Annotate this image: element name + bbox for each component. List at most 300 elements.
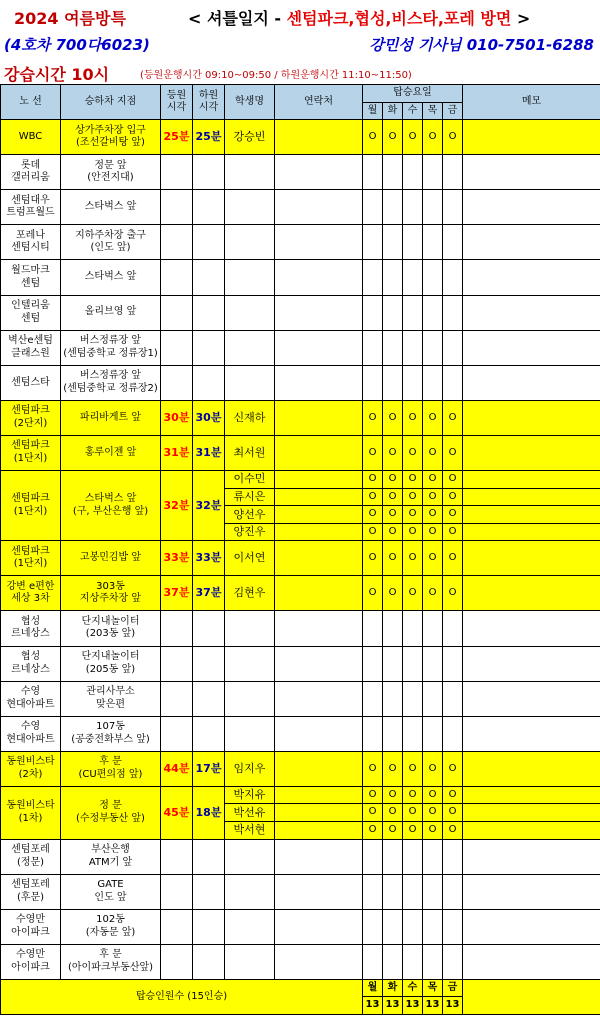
- route-cell: 협성 르네상스: [1, 646, 61, 681]
- depart-time: [193, 611, 225, 646]
- route-cell: 수영 현대아파트: [1, 716, 61, 751]
- contact-cell: [275, 260, 363, 295]
- ride-mark: [383, 874, 403, 909]
- document-title: 2024 여름방특: [14, 9, 126, 28]
- ride-mark: [423, 681, 443, 716]
- ride-mark: [363, 295, 383, 330]
- contact-cell: [275, 786, 363, 804]
- memo-cell: [463, 155, 600, 190]
- stop-cell: 고봉민김밥 앞: [61, 541, 161, 576]
- student-name: 신재하: [225, 400, 275, 435]
- depart-time: [193, 330, 225, 365]
- ride-mark: O: [443, 400, 463, 435]
- ride-mark: O: [403, 804, 423, 822]
- ride-mark: O: [423, 751, 443, 786]
- contact-cell: [275, 804, 363, 822]
- stop-cell: 부산은행 ATM기 앞: [61, 839, 161, 874]
- ride-mark: O: [383, 435, 403, 470]
- ride-mark: O: [363, 506, 383, 524]
- ride-mark: [363, 681, 383, 716]
- memo-cell: [463, 541, 600, 576]
- ride-mark: [383, 365, 403, 400]
- route-cell: 수영 현대아파트: [1, 681, 61, 716]
- ride-mark: O: [383, 576, 403, 611]
- ride-mark: [403, 839, 423, 874]
- ride-mark: [423, 716, 443, 751]
- ride-mark: [383, 646, 403, 681]
- ride-mark: [443, 681, 463, 716]
- ride-mark: O: [383, 488, 403, 506]
- ride-mark: O: [443, 523, 463, 541]
- memo-cell: [463, 909, 600, 944]
- arrive-time: [161, 225, 193, 260]
- memo-cell: [463, 611, 600, 646]
- arrive-time: 37분: [161, 576, 193, 611]
- route-cell: 동원비스타 (1차): [1, 786, 61, 839]
- ride-mark: O: [423, 821, 443, 839]
- col-route: 노 선: [1, 85, 61, 120]
- ride-mark: [443, 611, 463, 646]
- ride-mark: O: [383, 400, 403, 435]
- contact-cell: [275, 839, 363, 874]
- route-cell: WBC: [1, 120, 61, 155]
- route-cell: 벽산e센텀 클래스원: [1, 330, 61, 365]
- rider-count-label: 탑승인원수 (15인승): [1, 979, 363, 1014]
- ride-mark: O: [443, 751, 463, 786]
- ride-mark: O: [363, 488, 383, 506]
- contact-cell: [275, 330, 363, 365]
- vehicle-info: (4호차 700다6023): [4, 36, 150, 54]
- ride-mark: O: [423, 120, 443, 155]
- student-name: [225, 839, 275, 874]
- stop-cell: 후 문 (아이파크부동산앞): [61, 944, 161, 979]
- arrive-time: [161, 681, 193, 716]
- arrive-time: 32분: [161, 471, 193, 541]
- depart-time: [193, 225, 225, 260]
- table-row: [1, 155, 600, 190]
- ride-mark: O: [363, 541, 383, 576]
- arrive-time: [161, 190, 193, 225]
- table-row: [1, 295, 600, 330]
- memo-cell: [463, 681, 600, 716]
- col-arrive: 등원 시각: [161, 85, 193, 120]
- stop-cell: 올리브영 앞: [61, 295, 161, 330]
- arrive-time: [161, 155, 193, 190]
- ride-mark: [443, 365, 463, 400]
- table-row: [1, 120, 600, 155]
- table-row: [1, 646, 600, 681]
- ride-mark: [403, 716, 423, 751]
- footer-day-1: 화: [383, 979, 403, 997]
- schedule-note: (등원운행시간 09:10~09:50 / 하원운행시간 11:10~11:50): [140, 70, 412, 81]
- ride-mark: O: [363, 471, 383, 489]
- ride-mark: [363, 190, 383, 225]
- footer-days-row: [1, 979, 600, 997]
- ride-mark: O: [383, 541, 403, 576]
- ride-mark: O: [363, 400, 383, 435]
- ride-mark: O: [443, 576, 463, 611]
- arrive-time: 44분: [161, 751, 193, 786]
- depart-time: [193, 260, 225, 295]
- contact-cell: [275, 874, 363, 909]
- student-name: [225, 716, 275, 751]
- ride-mark: [443, 155, 463, 190]
- student-name: 류시은: [225, 488, 275, 506]
- stop-cell: 상가주차장 입구 (조선갈비탕 앞): [61, 120, 161, 155]
- memo-cell: [463, 821, 600, 839]
- ride-mark: O: [423, 488, 443, 506]
- footer-memo: [463, 979, 600, 1014]
- contact-cell: [275, 646, 363, 681]
- route-cell: 월드마크 센텀: [1, 260, 61, 295]
- student-name: [225, 646, 275, 681]
- contact-cell: [275, 400, 363, 435]
- ride-mark: [423, 225, 443, 260]
- ride-mark: [403, 646, 423, 681]
- route-cell: 센텀파크 (1단지): [1, 471, 61, 541]
- memo-cell: [463, 120, 600, 155]
- ride-mark: O: [383, 751, 403, 786]
- col-day-0: 월: [363, 102, 383, 120]
- ride-mark: [363, 646, 383, 681]
- ride-mark: [363, 874, 383, 909]
- ride-mark: [423, 646, 443, 681]
- depart-time: [193, 874, 225, 909]
- table-row: [1, 400, 600, 435]
- contact-cell: [275, 944, 363, 979]
- route-cell: 인텔리움 센텀: [1, 295, 61, 330]
- vehicle-bar: [0, 32, 600, 54]
- stop-cell: 107동 (공중전화부스 앞): [61, 716, 161, 751]
- route-cell: 센텀대우 트럼프월드: [1, 190, 61, 225]
- contact-cell: [275, 155, 363, 190]
- ride-mark: [443, 190, 463, 225]
- student-name: [225, 365, 275, 400]
- ride-mark: [423, 155, 443, 190]
- depart-time: [193, 681, 225, 716]
- ride-mark: O: [403, 821, 423, 839]
- memo-cell: [463, 944, 600, 979]
- stop-cell: 버스정류장 앞 (센텀중학교 정류장2): [61, 365, 161, 400]
- ride-mark: [403, 681, 423, 716]
- ride-mark: O: [363, 523, 383, 541]
- ride-mark: [423, 944, 443, 979]
- ride-mark: [423, 874, 443, 909]
- ride-mark: [403, 365, 423, 400]
- ride-mark: O: [423, 804, 443, 822]
- memo-cell: [463, 225, 600, 260]
- memo-cell: [463, 435, 600, 470]
- ride-mark: [443, 225, 463, 260]
- memo-cell: [463, 874, 600, 909]
- depart-time: 31분: [193, 435, 225, 470]
- ride-mark: O: [403, 471, 423, 489]
- ride-mark: O: [443, 821, 463, 839]
- depart-time: 25분: [193, 120, 225, 155]
- ride-mark: O: [383, 804, 403, 822]
- ride-mark: O: [403, 576, 423, 611]
- contact-cell: [275, 576, 363, 611]
- ride-mark: O: [443, 471, 463, 489]
- ride-mark: [383, 909, 403, 944]
- ride-mark: [443, 260, 463, 295]
- shuttle-table: [0, 84, 600, 1015]
- arrive-time: [161, 260, 193, 295]
- col-contact: 연락처: [275, 85, 363, 120]
- ride-mark: O: [403, 751, 423, 786]
- route-cell: 동원비스타 (2차): [1, 751, 61, 786]
- ride-mark: [423, 190, 443, 225]
- col-depart: 하원 시각: [193, 85, 225, 120]
- ride-mark: O: [383, 786, 403, 804]
- route-cell: 강변 e편한 세상 3차: [1, 576, 61, 611]
- ride-mark: [443, 646, 463, 681]
- student-name: [225, 874, 275, 909]
- depart-time: 18분: [193, 786, 225, 839]
- ride-mark: [363, 225, 383, 260]
- table-row: [1, 944, 600, 979]
- ride-mark: [403, 260, 423, 295]
- contact-cell: [275, 909, 363, 944]
- rider-count-3: 13: [423, 997, 443, 1015]
- route-cell: 수영만 아이파크: [1, 909, 61, 944]
- memo-cell: [463, 365, 600, 400]
- contact-cell: [275, 716, 363, 751]
- ride-mark: [443, 716, 463, 751]
- contact-cell: [275, 190, 363, 225]
- stop-cell: 지하주차장 출구 (인도 앞): [61, 225, 161, 260]
- ride-mark: [403, 225, 423, 260]
- rider-count-0: 13: [363, 997, 383, 1015]
- depart-time: 17분: [193, 751, 225, 786]
- arrive-time: [161, 646, 193, 681]
- ride-mark: O: [363, 576, 383, 611]
- rider-count-2: 13: [403, 997, 423, 1015]
- stop-cell: 후 문 (CU편의점 앞): [61, 751, 161, 786]
- ride-mark: [423, 909, 443, 944]
- memo-cell: [463, 295, 600, 330]
- student-name: [225, 330, 275, 365]
- student-name: [225, 909, 275, 944]
- footer-day-0: 월: [363, 979, 383, 997]
- student-name: 이서연: [225, 541, 275, 576]
- col-day-3: 목: [423, 102, 443, 120]
- arrive-time: [161, 716, 193, 751]
- footer-day-4: 금: [443, 979, 463, 997]
- table-row: [1, 541, 600, 576]
- depart-time: [193, 646, 225, 681]
- arrive-time: 45분: [161, 786, 193, 839]
- ride-mark: O: [423, 576, 443, 611]
- ride-mark: O: [423, 471, 443, 489]
- arrive-time: [161, 330, 193, 365]
- memo-cell: [463, 716, 600, 751]
- contact-cell: [275, 488, 363, 506]
- rider-count-4: 13: [443, 997, 463, 1015]
- route-cell: 센텀파크 (1단지): [1, 435, 61, 470]
- footer-day-2: 수: [403, 979, 423, 997]
- depart-time: 37분: [193, 576, 225, 611]
- student-name: 양선우: [225, 506, 275, 524]
- route-cell: 센텀파크 (2단지): [1, 400, 61, 435]
- contact-cell: [275, 751, 363, 786]
- col-day-1: 화: [383, 102, 403, 120]
- ride-mark: O: [363, 751, 383, 786]
- ride-mark: [363, 944, 383, 979]
- ride-mark: [363, 611, 383, 646]
- ride-mark: O: [403, 488, 423, 506]
- class-time: 강습시간 10시: [4, 65, 110, 84]
- ride-mark: [383, 295, 403, 330]
- memo-cell: [463, 260, 600, 295]
- ride-mark: O: [403, 400, 423, 435]
- student-name: 박선유: [225, 804, 275, 822]
- contact-cell: [275, 435, 363, 470]
- ride-mark: [403, 909, 423, 944]
- stop-cell: 관리사무소 맞은편: [61, 681, 161, 716]
- document-subtitle: < 셔틀일지 - 센텀파크,협성,비스타,포레 방면 >: [188, 9, 531, 28]
- ride-mark: [423, 611, 443, 646]
- stop-cell: 303동 지상주차장 앞: [61, 576, 161, 611]
- student-name: [225, 260, 275, 295]
- student-name: 이수민: [225, 471, 275, 489]
- stop-cell: 버스정류장 앞 (센텀중학교 정류장1): [61, 330, 161, 365]
- table-row: [1, 471, 600, 489]
- student-name: 양진우: [225, 523, 275, 541]
- ride-mark: O: [383, 120, 403, 155]
- col-days-group: 탑승요일: [363, 85, 463, 103]
- memo-cell: [463, 330, 600, 365]
- col-student: 학생명: [225, 85, 275, 120]
- col-stop: 승하차 지점: [61, 85, 161, 120]
- table-row: [1, 576, 600, 611]
- ride-mark: [363, 260, 383, 295]
- rider-count-1: 13: [383, 997, 403, 1015]
- table-row: [1, 190, 600, 225]
- ride-mark: O: [363, 435, 383, 470]
- ride-mark: [383, 155, 403, 190]
- student-name: 최서원: [225, 435, 275, 470]
- depart-time: 32분: [193, 471, 225, 541]
- depart-time: [193, 295, 225, 330]
- contact-cell: [275, 821, 363, 839]
- ride-mark: [443, 295, 463, 330]
- arrive-time: 25분: [161, 120, 193, 155]
- student-name: 김현우: [225, 576, 275, 611]
- contact-cell: [275, 681, 363, 716]
- table-row: [1, 365, 600, 400]
- arrive-time: [161, 909, 193, 944]
- ride-mark: O: [443, 120, 463, 155]
- ride-mark: O: [383, 471, 403, 489]
- arrive-time: 31분: [161, 435, 193, 470]
- stop-cell: 스타벅스 앞: [61, 190, 161, 225]
- depart-time: [193, 944, 225, 979]
- stop-cell: 파리바게트 앞: [61, 400, 161, 435]
- student-name: [225, 944, 275, 979]
- driver-info: 강민성 기사님 010-7501-6288: [369, 36, 594, 54]
- student-name: [225, 155, 275, 190]
- table-row: [1, 716, 600, 751]
- ride-mark: [443, 330, 463, 365]
- depart-time: [193, 365, 225, 400]
- table-header-row: [1, 85, 600, 103]
- memo-cell: [463, 839, 600, 874]
- arrive-time: [161, 365, 193, 400]
- student-name: [225, 295, 275, 330]
- route-direction: 센텀파크,협성,비스타,포레 방면: [286, 9, 512, 28]
- ride-mark: [443, 874, 463, 909]
- contact-cell: [275, 295, 363, 330]
- ride-mark: [403, 190, 423, 225]
- ride-mark: [383, 330, 403, 365]
- title-bar: [0, 4, 600, 26]
- ride-mark: O: [423, 435, 443, 470]
- ride-mark: [443, 839, 463, 874]
- arrive-time: [161, 874, 193, 909]
- arrive-time: 33분: [161, 541, 193, 576]
- arrive-time: [161, 839, 193, 874]
- ride-mark: O: [383, 506, 403, 524]
- ride-mark: O: [363, 786, 383, 804]
- student-name: [225, 225, 275, 260]
- contact-cell: [275, 611, 363, 646]
- contact-cell: [275, 541, 363, 576]
- ride-mark: O: [423, 506, 443, 524]
- stop-cell: 단지내놀이터 (203동 앞): [61, 611, 161, 646]
- contact-cell: [275, 365, 363, 400]
- table-row: [1, 909, 600, 944]
- ride-mark: [423, 260, 443, 295]
- ride-mark: [383, 225, 403, 260]
- depart-time: [193, 190, 225, 225]
- student-name: [225, 681, 275, 716]
- memo-cell: [463, 646, 600, 681]
- ride-mark: [403, 155, 423, 190]
- memo-cell: [463, 400, 600, 435]
- ride-mark: [403, 295, 423, 330]
- ride-mark: [383, 260, 403, 295]
- col-memo: 메모: [463, 85, 600, 120]
- ride-mark: O: [403, 786, 423, 804]
- ride-mark: [383, 839, 403, 874]
- ride-mark: O: [423, 541, 443, 576]
- memo-cell: [463, 471, 600, 489]
- depart-time: 30분: [193, 400, 225, 435]
- table-row: [1, 874, 600, 909]
- ride-mark: O: [443, 786, 463, 804]
- arrive-time: [161, 611, 193, 646]
- ride-mark: O: [403, 523, 423, 541]
- col-day-4: 금: [443, 102, 463, 120]
- ride-mark: O: [403, 506, 423, 524]
- ride-mark: O: [443, 541, 463, 576]
- ride-mark: O: [423, 400, 443, 435]
- student-name: [225, 190, 275, 225]
- ride-mark: O: [403, 120, 423, 155]
- table-row: [1, 330, 600, 365]
- route-cell: 센텀포레 (후문): [1, 874, 61, 909]
- student-name: [225, 611, 275, 646]
- memo-cell: [463, 751, 600, 786]
- table-row: [1, 751, 600, 786]
- stop-cell: 스타벅스 앞 (구, 부산은행 앞): [61, 471, 161, 541]
- ride-mark: [403, 944, 423, 979]
- depart-time: [193, 155, 225, 190]
- stop-cell: 정문 앞 (안전지대): [61, 155, 161, 190]
- col-day-2: 수: [403, 102, 423, 120]
- memo-cell: [463, 190, 600, 225]
